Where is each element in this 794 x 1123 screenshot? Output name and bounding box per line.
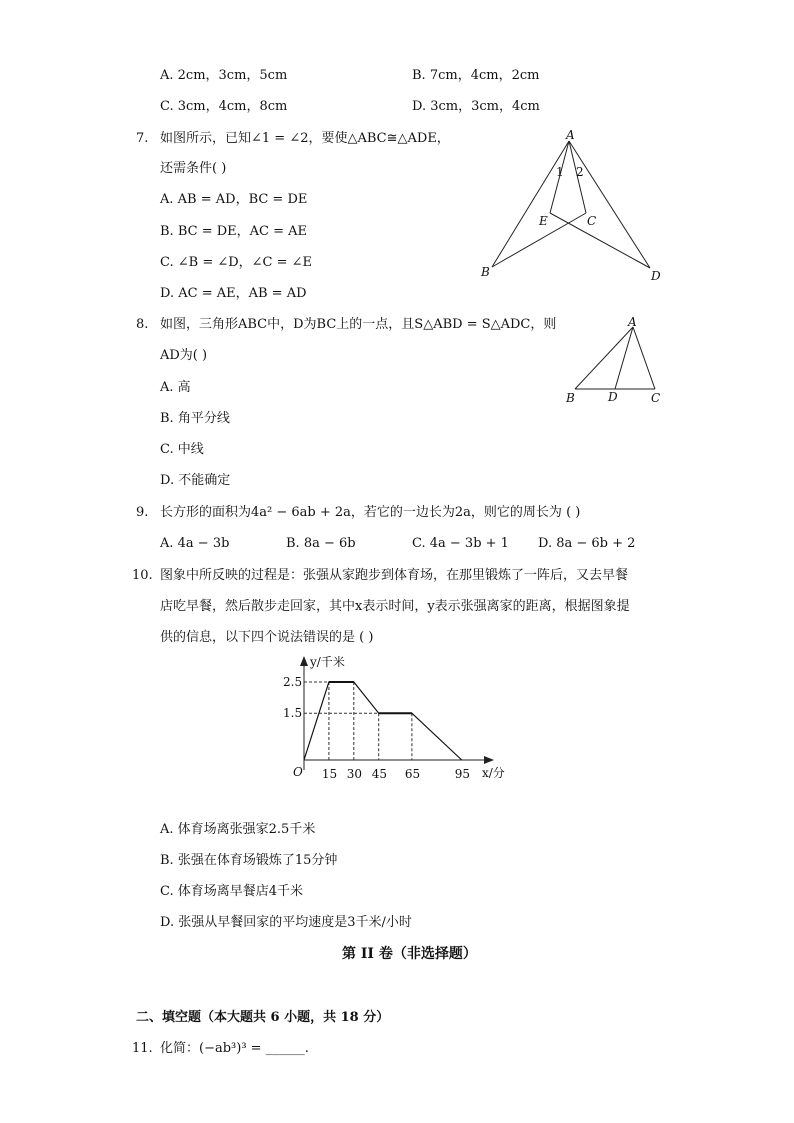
- origin-label: O: [293, 765, 303, 779]
- q8-stem-cont: AD为( ): [160, 348, 208, 363]
- q9-option-d: D. 8a − 6b + 2: [538, 536, 636, 551]
- q9-option-b: B. 8a − 6b: [286, 536, 356, 551]
- x-tick-label-30: 30: [346, 767, 363, 781]
- x-tick-label-15: 15: [321, 767, 338, 781]
- x-tick-label-65: 65: [404, 767, 421, 781]
- q7-stem: 如图所示，已知∠1 = ∠2，要使△ABC≅△ADE，: [160, 131, 450, 146]
- q10-stem-cont: 店吃早餐，然后散步走回家，其中x表示时间，y表示张强离家的距离，根据图象提: [160, 599, 630, 614]
- x-axis-arrow: [484, 756, 494, 764]
- series-line-distance: [304, 682, 462, 760]
- y-axis-label: y/千米: [310, 655, 345, 669]
- q7-stem-cont: 还需条件( ): [160, 161, 227, 176]
- fill-blank-section-header: 二、填空题（本大题共 6 小题，共 18 分）: [136, 1010, 390, 1025]
- x-tick-label-45: 45: [371, 767, 387, 781]
- q11-stem: 化简：(−ab³)³ = ______.: [160, 1041, 309, 1056]
- q11-number: 11.: [132, 1041, 153, 1056]
- q8-label-c: C: [651, 391, 661, 405]
- q6-option-c: C. 3cm，4cm，8cm: [160, 99, 288, 114]
- q10-option-d: D. 张强从早餐回家的平均速度是3千米/小时: [160, 915, 412, 930]
- y-tick-label-2.5: 2.5: [283, 675, 303, 689]
- q10-option-b: B. 张强在体育场锻炼了15分钟: [160, 853, 338, 868]
- q10-stem: 图象中所反映的过程是：张强从家跑步到体育场，在那里锻炼了一阵后，又去早餐: [160, 568, 629, 583]
- q10-option-a: A. 体育场离张强家2.5千米: [160, 822, 316, 837]
- x-axis-label: x/分: [482, 766, 505, 780]
- q8-label-a: A: [628, 315, 637, 329]
- q7-label-d: D: [651, 269, 661, 283]
- y-axis-arrow: [300, 656, 308, 666]
- q6-option-d: D. 3cm，3cm，4cm: [412, 99, 540, 114]
- q9-option-c: C. 4a − 3b + 1: [412, 536, 509, 551]
- q10-number: 10.: [132, 568, 153, 583]
- q7-option-a: A. AB = AD，BC = DE: [160, 192, 308, 207]
- section-title: 第 II 卷（非选择题）: [342, 946, 477, 962]
- q7-option-c: C. ∠B = ∠D，∠C = ∠E: [160, 255, 313, 270]
- q7-label-b: B: [481, 265, 490, 279]
- q8-option-d: D. 不能确定: [160, 473, 231, 488]
- q8-label-b: B: [566, 391, 575, 405]
- q7-option-b: B. BC = DE，AC = AE: [160, 224, 307, 239]
- x-tick-label-95: 95: [454, 767, 470, 781]
- q10-option-c: C. 体育场离早餐店4千米: [160, 884, 304, 899]
- q7-label-e: E: [539, 214, 548, 228]
- q7-label-angle2: 2: [576, 165, 584, 179]
- q7-label-angle1: 1: [556, 165, 564, 179]
- q8-label-d: D: [608, 390, 618, 404]
- q7-label-a: A: [566, 128, 575, 142]
- q8-option-c: C. 中线: [160, 442, 204, 457]
- q6-option-b: B. 7cm，4cm，2cm: [412, 68, 540, 83]
- q7-option-d: D. AC = AE，AB = AD: [160, 286, 307, 301]
- q7-number: 7.: [136, 131, 149, 146]
- q7-label-c: C: [587, 214, 597, 228]
- q9-number: 9.: [136, 505, 149, 520]
- y-tick-label-1.5: 1.5: [283, 706, 303, 721]
- q8-option-a: A. 高: [160, 380, 191, 395]
- q10-stem-cont2: 供的信息，以下四个说法错误的是 ( ): [160, 630, 374, 645]
- q8-stem: 如图，三角形ABC中，D为BC上的一点，且S△ABD = S△ADC，则: [160, 317, 557, 332]
- q9-option-a: A. 4a − 3b: [160, 536, 230, 551]
- q8-number: 8.: [136, 317, 149, 332]
- q8-option-b: B. 角平分线: [160, 411, 230, 426]
- q9-stem: 长方形的面积为4a² − 6ab + 2a，若它的一边长为2a，则它的周长为 ( ): [160, 505, 581, 520]
- q6-option-a: A. 2cm，3cm，5cm: [160, 68, 288, 83]
